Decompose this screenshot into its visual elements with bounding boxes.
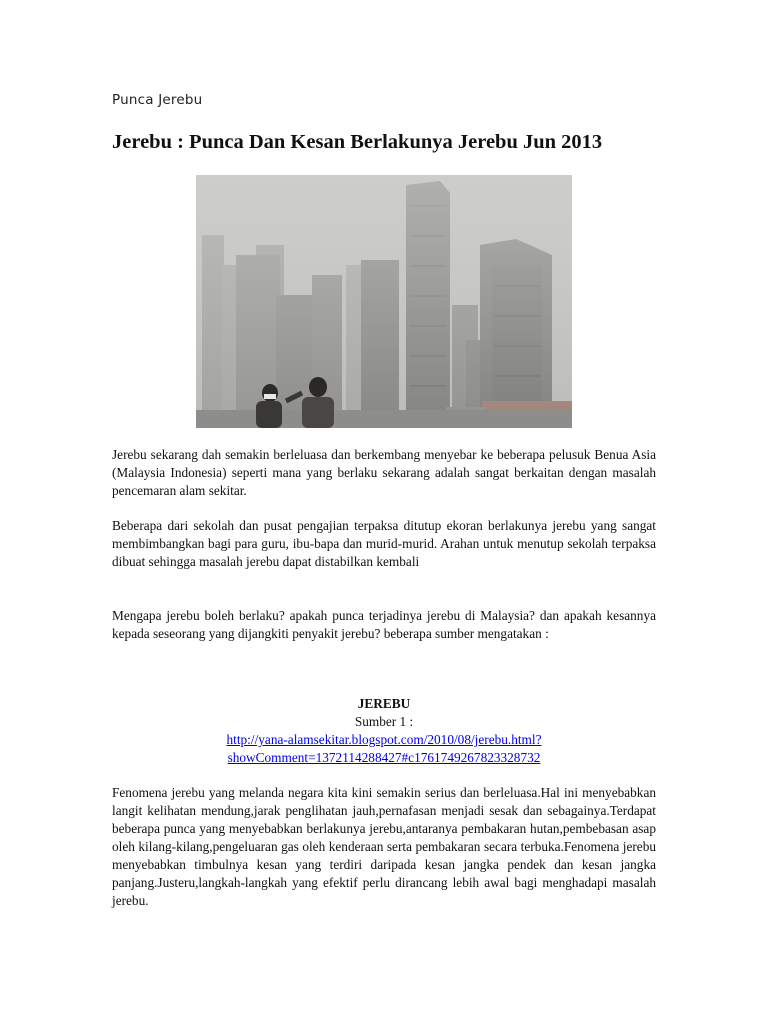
document-label: Punca Jerebu <box>112 92 203 108</box>
paragraph-3: Mengapa jerebu boleh berlaku? apakah punca terjadinya jerebu di Malaysia? dan apakah kesannya kepada seseorang yang dijangkiti penyakit jerebu? beberapa sumber mengatakan : <box>112 608 656 641</box>
source-label: Sumber 1 : <box>354 714 414 729</box>
source-link-line-1[interactable]: http://yana-alamsekitar.blogspot.com/2010/08/jerebu.html? <box>226 732 542 747</box>
paragraph-1: Jerebu sekarang dah semakin berleluasa dan berkembang menyebar ke beberapa pelusuk Benua Asia (Malaysia Indonesia) seperti mana yang berlaku sekarang adalah sangat berkaitan dengan masalah pencemaran alam sekitar. <box>112 447 656 498</box>
paragraph-2: Beberapa dari sekolah dan pusat pengajian terpaksa ditutup ekoran berlakunya jerebu yang sangat membimbangkan bagi para guru, ibu-bapa dan murid-murid. Arahan untuk menutup sekolah terpaksa dibuat sehingga masalah jerebu dapat distabilkan kembali <box>112 518 656 569</box>
source-link[interactable] <box>112 731 656 767</box>
section-heading: JEREBU <box>357 696 411 711</box>
haze-city-photo <box>196 175 572 428</box>
page-title: Jerebu : Punca Dan Kesan Berlakunya Jerebu Jun 2013 <box>112 131 603 153</box>
paragraph-4: Fenomena jerebu yang melanda negara kita kini semakin serius dan berleluasa.Hal ini menyebabkan langit kelihatan mendung,jarak penglihatan jauh,pernafasan menjadi sesak dan sebagainya.Terdapat beberapa punca yang menyebabkan berlakunya jerebu,antaranya pembakaran hutan,pembebasan asap oleh kilang-kilang,pengeluaran gas oleh kenderaan serta pembakaran secara terbuka.Fenomena jerebu menyebabkan timbulnya kesan yang terdiri daripada kesan jangka pendek dan kesan jangka panjang.Justeru,langkah-langkah yang efektif perlu dirancang lebih awal bagi menghadapi masalah jerebu. <box>112 785 656 908</box>
source-link-line-2[interactable]: showComment=1372114288427#c1761749267823328732 <box>227 750 541 765</box>
